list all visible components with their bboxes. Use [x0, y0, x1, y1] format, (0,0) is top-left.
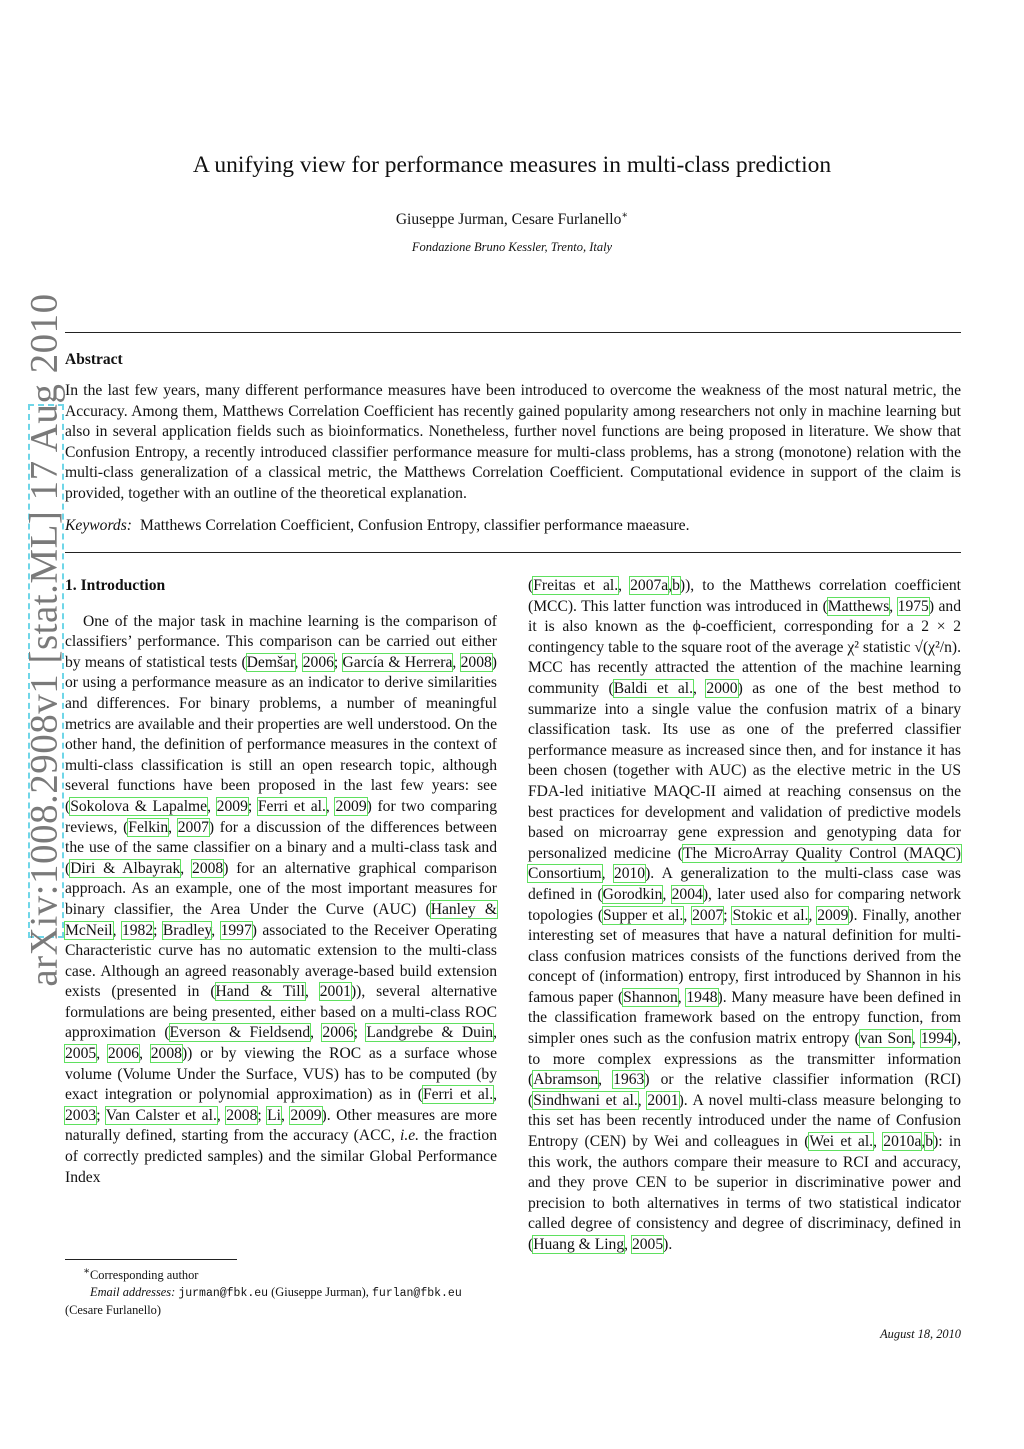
footnote: [65, 1264, 497, 1318]
affiliation: Fondazione Bruno Kessler, Trento, Italy: [411, 240, 613, 254]
citation-link[interactable]: Baldi et al.: [613, 679, 693, 697]
citation-link[interactable]: Matthews: [827, 597, 890, 615]
citation-link[interactable]: Gorodkin: [602, 885, 663, 903]
citation-link[interactable]: 2007a: [630, 577, 669, 594]
citation-link[interactable]: 2001: [319, 983, 351, 1001]
citation-link[interactable]: 2003: [65, 1106, 97, 1124]
corresponding-author-note: ∗Corresponding author: [83, 1266, 199, 1283]
citation-link[interactable]: Wei et al.: [809, 1133, 874, 1151]
citation-link[interactable]: 2008: [460, 653, 492, 671]
citation-link[interactable]: Huang & Ling: [533, 1236, 625, 1253]
citation-link[interactable]: 2008: [226, 1106, 258, 1124]
citation-link[interactable]: Van Calster et al.: [105, 1106, 217, 1124]
citation-link[interactable]: 2010a: [883, 1133, 922, 1151]
citation-link[interactable]: 2008: [150, 1045, 182, 1063]
citation-link[interactable]: Ferri et al.: [422, 1086, 494, 1104]
citation-link[interactable]: Hand & Till: [215, 983, 305, 1001]
citation-link[interactable]: Demšar: [246, 653, 295, 671]
citation-link[interactable]: 2009: [335, 797, 367, 815]
keywords-text: Matthews Correlation Coefficient, Confusion Entropy, classifier performance maeasure.: [140, 517, 690, 534]
citation-link[interactable]: b: [672, 577, 680, 594]
citation-link[interactable]: 2006: [302, 653, 334, 671]
citation-link[interactable]: 1994: [920, 1030, 952, 1048]
citation-link[interactable]: 2005: [631, 1236, 664, 1253]
citation-link[interactable]: 2009: [216, 797, 248, 815]
footnote-rule: [65, 1259, 237, 1260]
author-line: [0, 206, 1024, 230]
citation-link[interactable]: 2007: [177, 818, 209, 836]
abstract-heading: Abstract: [65, 351, 123, 368]
keywords-line: [65, 516, 961, 537]
citation-link[interactable]: 1982: [121, 921, 154, 939]
citation-link[interactable]: 2004: [671, 885, 703, 903]
citation-link[interactable]: García & Herrera: [342, 653, 453, 671]
email-addresses-note: Email addresses: jurman@fbk.eu (Giuseppe Jurman), furlan@fbk.eu: [90, 1284, 462, 1300]
section-heading-introduction: 1. Introduction: [65, 577, 166, 594]
citation-link[interactable]: Abramson: [533, 1071, 599, 1089]
citation-link[interactable]: Freitas et al.: [533, 577, 619, 594]
citation-link[interactable]: 2005: [65, 1045, 97, 1063]
citation-link[interactable]: 1997: [220, 921, 252, 939]
left-column: [65, 576, 497, 1188]
citation-link[interactable]: 1948: [686, 988, 718, 1006]
citation-link[interactable]: Sindhwani et al.: [533, 1091, 638, 1109]
citation-link[interactable]: 2006: [322, 1024, 354, 1042]
citation-link[interactable]: Sokolova & Lapalme: [70, 797, 208, 815]
citation-link[interactable]: Supper et al.: [603, 906, 684, 924]
citation-link[interactable]: Hanley & McNeil: [65, 900, 497, 939]
abstract-top-rule: [65, 332, 961, 333]
citation-link[interactable]: Shannon: [623, 988, 678, 1006]
citation-link[interactable]: Everson & Fieldsend: [169, 1024, 311, 1042]
corresponding-author-mark[interactable]: ∗: [621, 210, 629, 221]
citation-link[interactable]: Stokic et al.: [732, 906, 809, 924]
page-date: August 18, 2010: [880, 1327, 961, 1341]
citation-link[interactable]: Landgrebe & Duin: [366, 1024, 494, 1042]
citation-link[interactable]: Diri & Albayrak: [70, 859, 181, 877]
citation-link[interactable]: Felkin: [128, 818, 169, 836]
citation-link[interactable]: van Son: [859, 1030, 912, 1048]
citation-link[interactable]: 2009: [290, 1106, 322, 1124]
citation-link[interactable]: Bradley: [162, 921, 212, 939]
intro-paragraph: One of the major task in machine learning is the comparison of classifiers’ performance. This comparison can be carried out either by means of statistical tests (Demšar, 2006; García & Herrera, 2008) or using a performance measure as an indicator to derive similarities and differences. For binary problems, a number of meaningful metrics are available and their properties are well understood. On the other hand, the definition of performance measures in the context of multi-class classification is still an open research topic, although several functions have been proposed in the last few years: see (Sokolova & Lapalme, 2009; Ferri et al., 2009) for two comparing reviews, (Felkin, 2007) for a discussion of the differences between the use of the same classifier on a binary and a multi-class task and (Diri & Albayrak, 2008) for an alternative graphical comparison approach. As an example, one of the most important measures for binary classifier, the Area Under the Curve (AUC) (Hanley & McNeil, 1982; Bradley, 1997) associated to the Receiver Operating Characteristic curve has no automatic extension to the multi-class case. Although an agreed reasonably average-based build extension exists (presented in (Hand & Till, 2001)), several alternative formulations are being presented, either based on a multi-class ROC approximation (Everson & Fieldsend, 2006; Landgrebe & Duin, 2005, 2006, 2008)) or by viewing the ROC as a surface whose volume (Volume Under the Surface, VUS) has to be computed (by exact integration or polynomial approximation) as in (Ferri et al., 2003; Van Calster et al., 2008; Li, 2009). Other measures are more naturally defined, starting from the accuracy (ACC, i.e. the fraction of correctly predicted samples) and the similar Global Performance Index: [65, 612, 498, 1186]
arxiv-identifier-stamp[interactable]: arXiv:1008.2908v1 [stat.ML] 17 Aug 2010: [22, 293, 66, 987]
citation-link[interactable]: 2008: [192, 859, 224, 877]
abstract-text: In the last few years, many different performance measures have been introduced to overcome the weakness of the most natural metric, the Accuracy. Among them, Matthews Correlation Coefficient has recently gained popularity among researchers not only in machine learning but also in several application fields such as bioinformatics. Nonetheless, further novel functions are being proposed in literature. We show that Confusion Entropy, a recently introduced classifier performance measure for multi-class problems, has a strong (monotone) relation with the multi-class generalization of a classical metric, the Matthews Correlation Coefficient. Computational evidence in support of the claim is provided, together with an outline of the theoretical explanation.: [65, 382, 961, 502]
citation-link[interactable]: 2000: [706, 679, 738, 697]
citation-link[interactable]: 1963: [613, 1071, 645, 1089]
email-link[interactable]: jurman@fbk.eu: [178, 1286, 269, 1300]
author-names: Giuseppe Jurman, Cesare Furlanello: [395, 211, 622, 229]
citation-link[interactable]: 2009: [817, 906, 849, 924]
keywords-label: Keywords:: [65, 517, 132, 534]
citation-link[interactable]: 2006: [107, 1045, 140, 1063]
citation-link[interactable]: 2010: [613, 865, 646, 883]
citation-link[interactable]: 1975: [897, 597, 929, 615]
citation-link[interactable]: 2007: [692, 906, 724, 924]
intro-paragraph-continued: (Freitas et al., 2007a,b)), to the Matthews correlation coefficient (MCC). This latter function was introduced in (Matthews, 1975) and it is also known as the ϕ-coefficient, corresponding for a 2 × 2 contingency table to the square root of the average χ² statistic √(χ²/n). MCC has recently attracted the attention of the machine learning community (Baldi et al., 2000) as one of the best method to summarize into a single value the confusion matrix of a binary classification task. Its use as one of the preferred classifier performance measure as increased since then, and for instance it has been chosen (together with AUC) as the elective metric in the US FDA-led initiative MAQC-II aimed at reaching consensus on the best practices for development and validation of predictive models based on microarray gene expression and genotyping data for personalized medicine (The MicroArray Quality Control (MAQC) Consortium, 2010). A generalization to the multi-class case was defined in (Gorodkin, 2004), later used also for comparing network topologies (Supper et al., 2007; Stokic et al., 2009). Finally, another interesting set of measures that have a natural definition for multi-class confusion matrices consists of the functions derived from the concept of (information) entropy, first introduced by Shannon in his famous paper (Shannon, 1948). Many measure have been defined in the classification framework based on the entropy function, from simpler ones such as the confusion matrix entropy (van Son, 1994), to more complex expressions as the transmitter information (Abramson, 1963) or the relative classifier information (RCI) (Sindhwani et al., 2001). A novel multi-class measure belonging to this set has been recently introduced under the name of Confusion Entropy (CEN) by Wei and colleagues in (Wei et al., 2010a,b): in this work, the authors compare their measure to RCI and accuracy, and they prove CEN to be superior in discriminative power and precision to both alternatives in terms of two statistical indicator called degree of consistency and degree of discriminacy, defined in (Huang & Ling, 2005).: [528, 577, 962, 1253]
right-column: [528, 576, 961, 1256]
citation-link[interactable]: Li: [267, 1106, 282, 1124]
citation-link[interactable]: The MicroArray Quality Control (MAQC) Consortium: [528, 844, 961, 883]
paper-title: A unifying view for performance measures in multi-class prediction: [192, 152, 832, 178]
citation-link[interactable]: 2001: [647, 1091, 679, 1109]
citation-link[interactable]: b: [925, 1133, 934, 1151]
citation-link[interactable]: Ferri et al.: [257, 797, 326, 815]
email-owner-note: (Cesare Furlanello): [65, 1302, 161, 1317]
email-link[interactable]: furlan@fbk.eu: [372, 1286, 462, 1300]
abstract-bottom-rule: [65, 552, 961, 553]
